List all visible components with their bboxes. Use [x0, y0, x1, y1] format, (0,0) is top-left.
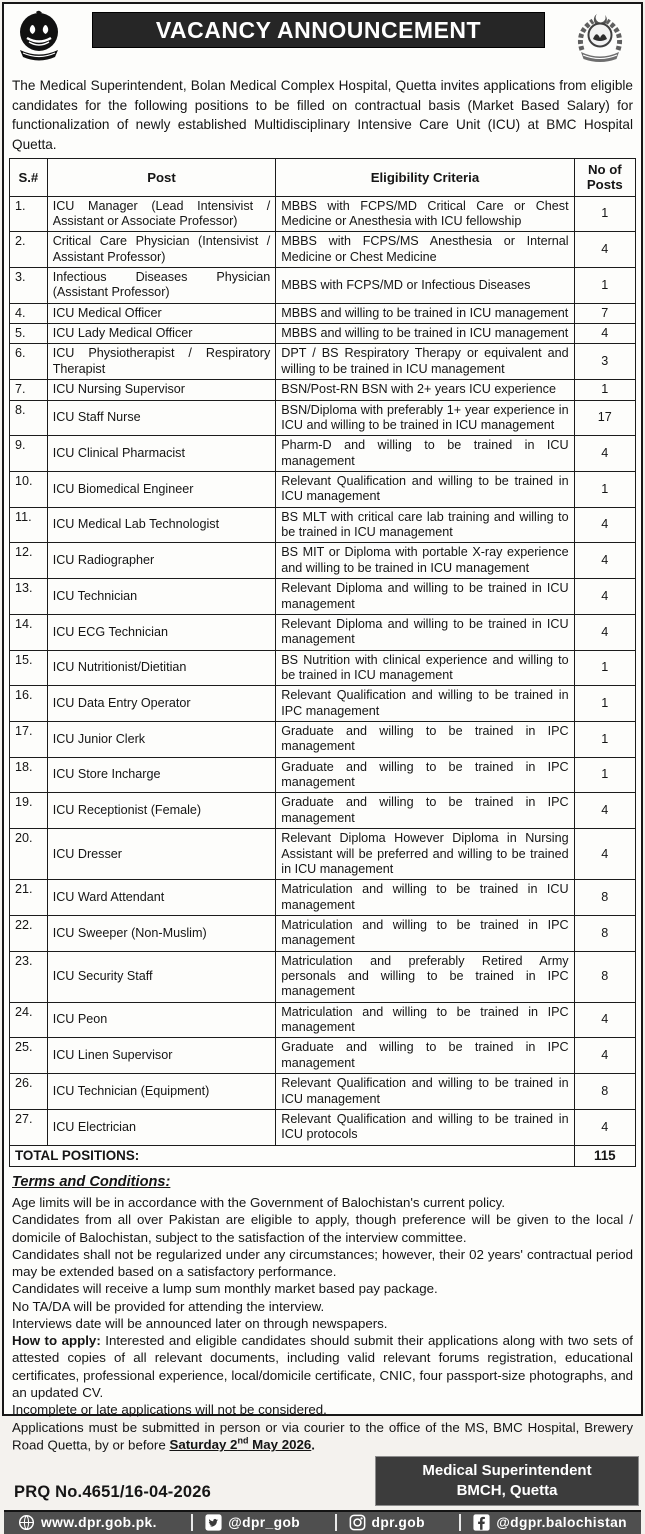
signature-box: [375, 1456, 639, 1507]
bmc-hospital-logo-icon: [16, 10, 62, 67]
cell-criteria: DPT / BS Respiratory Therapy or equivalent and willing to be trained in ICU management: [276, 344, 574, 380]
social-handle: @dpr_gob: [228, 1515, 301, 1531]
table-row: [10, 344, 636, 380]
column-header-post: Post: [47, 159, 276, 196]
signature-org: BMCH, Quetta: [456, 1481, 558, 1499]
cell-post: Critical Care Physician (Intensivist / Assistant Professor): [47, 232, 276, 268]
cell-post: ICU Clinical Pharmacist: [47, 436, 276, 472]
cell-criteria: MBBS with FCPS/MS Anesthesia or Internal Medicine or Chest Medicine: [276, 232, 574, 268]
table-row: [10, 614, 636, 650]
table-row: [10, 829, 636, 880]
cell-sn: 21.: [10, 880, 48, 916]
cell-posts: 4: [574, 232, 635, 268]
table-row: [10, 722, 636, 758]
cell-posts: 1: [574, 757, 635, 793]
cell-criteria: BS MLT with critical care lab training and willing to be trained in ICU management: [276, 507, 574, 543]
cell-criteria: BS MIT or Diploma with portable X-ray experience and willing to be trained in ICU management: [276, 543, 574, 579]
how-to-apply-label: How to apply:: [12, 1333, 101, 1349]
social-handle: dpr.gob: [371, 1515, 425, 1531]
cell-sn: 7.: [10, 380, 48, 400]
column-header-sn: S.#: [10, 159, 48, 196]
terms-item: Candidates shall not be regularized under any circumstances; however, their 02 years' contractual period may be extended based on a satisfactory performance.: [12, 1246, 633, 1280]
cell-sn: 27.: [10, 1109, 48, 1145]
instagram-icon: [349, 1514, 366, 1531]
cell-sn: 23.: [10, 951, 48, 1002]
cell-criteria: Matriculation and preferably Retired Army personals and willing to be trained in IPC management: [276, 951, 574, 1002]
prq-number: PRQ No.4651/16-04-2026: [14, 1483, 212, 1502]
cell-post: ICU Biomedical Engineer: [47, 471, 276, 507]
cell-sn: 10.: [10, 471, 48, 507]
terms-item: No TA/DA will be provided for attending the interview.: [12, 1298, 325, 1314]
cell-posts: 4: [574, 1038, 635, 1074]
cell-sn: 8.: [10, 400, 48, 436]
how-to-apply-text: Interested and eligible candidates should submit their applications along with two sets of attested copies of all relevant documents, including valid relevant forums registration, educational certificates, professional experience, local/domicile certificate, CNIC, four passport-size photographs, and an updated CV.: [12, 1333, 633, 1401]
cell-sn: 19.: [10, 793, 48, 829]
cell-post: ICU Security Staff: [47, 951, 276, 1002]
vacancy-announcement-ad: [2, 2, 643, 1531]
table-row: [10, 507, 636, 543]
cell-post: ICU Lady Medical Officer: [47, 324, 276, 344]
cell-post: ICU Ward Attendant: [47, 880, 276, 916]
cell-post: ICU Medical Officer: [47, 303, 276, 323]
cell-criteria: MBBS with FCPS/MD or Infectious Diseases: [276, 268, 574, 304]
total-positions-value: 115: [574, 1145, 635, 1166]
cell-criteria: Relevant Qualification and willing to be trained in ICU protocols: [276, 1109, 574, 1145]
cell-sn: 5.: [10, 324, 48, 344]
cell-post: ICU Peon: [47, 1002, 276, 1038]
cell-posts: 4: [574, 1002, 635, 1038]
cell-sn: 6.: [10, 344, 48, 380]
table-row: [10, 793, 636, 829]
globe-icon: [18, 1514, 35, 1531]
table-row: [10, 380, 636, 400]
cell-post: ICU Manager (Lead Intensivist / Assistant or Associate Professor): [47, 196, 276, 232]
cell-sn: 13.: [10, 579, 48, 615]
cell-criteria: Graduate and willing to be trained in IPC management: [276, 757, 574, 793]
cell-posts: 4: [574, 436, 635, 472]
table-row: [10, 400, 636, 436]
cell-posts: 8: [574, 880, 635, 916]
social-handle: www.dpr.gob.pk.: [41, 1515, 157, 1531]
social-bar: [4, 1510, 641, 1534]
cell-posts: 7: [574, 303, 635, 323]
positions-table-body: [10, 196, 636, 1145]
cell-post: ICU Staff Nurse: [47, 400, 276, 436]
terms-list: [12, 1194, 633, 1332]
cell-posts: 1: [574, 650, 635, 686]
cell-criteria: Graduate and willing to be trained in IPC management: [276, 793, 574, 829]
cell-sn: 18.: [10, 757, 48, 793]
cell-post: ICU ECG Technician: [47, 614, 276, 650]
cell-post: ICU Technician (Equipment): [47, 1074, 276, 1110]
cell-post: ICU Store Incharge: [47, 757, 276, 793]
facebook-icon: [473, 1514, 490, 1531]
cell-sn: 3.: [10, 268, 48, 304]
cell-criteria: Relevant Qualification and willing to be trained in ICU management: [276, 471, 574, 507]
cell-post: ICU Sweeper (Non-Muslim): [47, 915, 276, 951]
terms-section: [4, 1167, 641, 1454]
cell-criteria: BSN/Diploma with preferably 1+ year experience in ICU and willing to be trained in ICU management: [276, 400, 574, 436]
cell-post: ICU Nutritionist/Dietitian: [47, 650, 276, 686]
cell-posts: 8: [574, 1074, 635, 1110]
cell-posts: 1: [574, 471, 635, 507]
cell-post: ICU Radiographer: [47, 543, 276, 579]
cell-sn: 26.: [10, 1074, 48, 1110]
social-item: [18, 1514, 157, 1531]
terms-item: Age limits will be in accordance with the Government of Balochistan's current policy.: [12, 1194, 506, 1210]
cell-criteria: Matriculation and willing to be trained in IPC management: [276, 1002, 574, 1038]
table-row: [10, 196, 636, 232]
terms-item: Interviews date will be announced later on through newspapers.: [12, 1315, 388, 1331]
cell-criteria: MBBS and willing to be trained in ICU management: [276, 303, 574, 323]
cell-posts: 1: [574, 268, 635, 304]
cell-post: ICU Medical Lab Technologist: [47, 507, 276, 543]
cell-post: ICU Nursing Supervisor: [47, 380, 276, 400]
cell-criteria: Pharm-D and willing to be trained in ICU management: [276, 436, 574, 472]
cell-sn: 16.: [10, 686, 48, 722]
footer: [4, 1454, 641, 1511]
cell-post: ICU Technician: [47, 579, 276, 615]
cell-post: Infectious Diseases Physician (Assistant Professor): [47, 268, 276, 304]
cell-criteria: Graduate and willing to be trained in IPC management: [276, 722, 574, 758]
terms-item: Candidates will receive a lump sum monthly market based pay package.: [12, 1281, 438, 1297]
cell-criteria: Relevant Diploma and willing to be trained in ICU management: [276, 579, 574, 615]
table-row: [10, 436, 636, 472]
cell-post: ICU Junior Clerk: [47, 722, 276, 758]
cell-criteria: MBBS with FCPS/MD Critical Care or Chest Medicine or Anesthesia with ICU fellowship: [276, 196, 574, 232]
cell-post: ICU Dresser: [47, 829, 276, 880]
cell-posts: 4: [574, 829, 635, 880]
cell-sn: 11.: [10, 507, 48, 543]
cell-sn: 22.: [10, 915, 48, 951]
table-row: [10, 324, 636, 344]
table-row: [10, 1074, 636, 1110]
cell-criteria: BSN/Post-RN BSN with 2+ years ICU experience: [276, 380, 574, 400]
cell-posts: 17: [574, 400, 635, 436]
column-header-posts: No of Posts: [574, 159, 635, 196]
table-row: [10, 880, 636, 916]
table-row: [10, 757, 636, 793]
cell-criteria: Relevant Diploma and willing to be trained in ICU management: [276, 614, 574, 650]
cell-sn: 15.: [10, 650, 48, 686]
table-header-row: [10, 159, 636, 196]
cell-post: ICU Physiotherapist / Respiratory Therapist: [47, 344, 276, 380]
cell-posts: 4: [574, 543, 635, 579]
table-row: [10, 1002, 636, 1038]
cell-sn: 2.: [10, 232, 48, 268]
cell-sn: 17.: [10, 722, 48, 758]
cell-posts: 1: [574, 196, 635, 232]
table-row: [10, 951, 636, 1002]
header: [4, 4, 641, 73]
cell-sn: 1.: [10, 196, 48, 232]
table-row: [10, 650, 636, 686]
cell-sn: 20.: [10, 829, 48, 880]
signature-title: Medical Superintendent: [422, 1461, 592, 1479]
cell-posts: 1: [574, 380, 635, 400]
submission-paragraph: [12, 1419, 633, 1454]
terms-heading: Terms and Conditions:: [12, 1173, 171, 1190]
cell-sn: 14.: [10, 614, 48, 650]
cell-criteria: Relevant Qualification and willing to be trained in ICU management: [276, 1074, 574, 1110]
cell-posts: 4: [574, 793, 635, 829]
intro-paragraph: The Medical Superintendent, Bolan Medical Complex Hospital, Quetta invites applications from eligible candidates for the following positions to be filled on contractual basis (Market Based Salary) for functionalization of newly established Multidisciplinary Intensive Care Unit (ICU) at BMC Hospital Quetta.: [12, 78, 633, 152]
cell-sn: 24.: [10, 1002, 48, 1038]
total-positions-label: TOTAL POSITIONS:: [10, 1145, 575, 1166]
terms-item: Candidates from all over Pakistan are eligible to apply, though preference will be given to the local / domicile of Balochistan, subject to the satisfaction of the interview committee.: [12, 1212, 633, 1245]
total-positions-row: [10, 1145, 636, 1166]
cell-criteria: Relevant Diploma However Diploma in Nursing Assistant will be preferred and willing to be trained in ICU management: [276, 829, 574, 880]
cell-criteria: BS Nutrition with clinical experience and willing to be trained in ICU management: [276, 650, 574, 686]
cell-posts: 4: [574, 579, 635, 615]
cell-criteria: Relevant Qualification and willing to be trained in IPC management: [276, 686, 574, 722]
social-item: [191, 1514, 300, 1531]
social-handle: @dgpr.balochistan: [496, 1515, 627, 1531]
cell-sn: 4.: [10, 303, 48, 323]
submission-suffix: .: [311, 1437, 315, 1453]
cell-posts: 4: [574, 324, 635, 344]
government-crest-logo-icon: [569, 10, 631, 71]
table-row: [10, 543, 636, 579]
table-row: [10, 1109, 636, 1145]
table-row: [10, 471, 636, 507]
cell-posts: 4: [574, 614, 635, 650]
cell-posts: 3: [574, 344, 635, 380]
cell-posts: 1: [574, 686, 635, 722]
cell-posts: 1: [574, 722, 635, 758]
twitter-icon: [205, 1514, 222, 1531]
cell-sn: 9.: [10, 436, 48, 472]
submission-prefix: Applications must be submitted in person or via courier to the office of the MS, BMC Hospital, Brewery Road Quetta, by or before: [12, 1419, 633, 1453]
cell-posts: 8: [574, 915, 635, 951]
incomplete-note: Incomplete or late applications will not be considered.: [12, 1402, 327, 1418]
cell-posts: 8: [574, 951, 635, 1002]
cell-criteria: Graduate and willing to be trained in IPC management: [276, 1038, 574, 1074]
cell-sn: 25.: [10, 1038, 48, 1074]
table-row: [10, 686, 636, 722]
table-row: [10, 303, 636, 323]
cell-post: ICU Receptionist (Female): [47, 793, 276, 829]
table-row: [10, 232, 636, 268]
social-item: [335, 1514, 425, 1531]
column-header-criteria: Eligibility Criteria: [276, 159, 574, 196]
table-row: [10, 1038, 636, 1074]
cell-criteria: Matriculation and willing to be trained in IPC management: [276, 915, 574, 951]
positions-table: [9, 158, 636, 1167]
cell-post: ICU Data Entry Operator: [47, 686, 276, 722]
table-row: [10, 268, 636, 304]
page-title: VACANCY ANNOUNCEMENT: [92, 12, 545, 48]
cell-criteria: MBBS and willing to be trained in ICU management: [276, 324, 574, 344]
social-item: [459, 1514, 627, 1531]
how-to-apply-paragraph: [12, 1332, 633, 1401]
cell-criteria: Matriculation and willing to be trained in ICU management: [276, 880, 574, 916]
table-row: [10, 579, 636, 615]
cell-post: ICU Electrician: [47, 1109, 276, 1145]
cell-posts: 4: [574, 507, 635, 543]
cell-post: ICU Linen Supervisor: [47, 1038, 276, 1074]
deadline-text: Saturday 2nd May 2026: [169, 1435, 312, 1453]
cell-posts: 4: [574, 1109, 635, 1145]
table-row: [10, 915, 636, 951]
cell-sn: 12.: [10, 543, 48, 579]
